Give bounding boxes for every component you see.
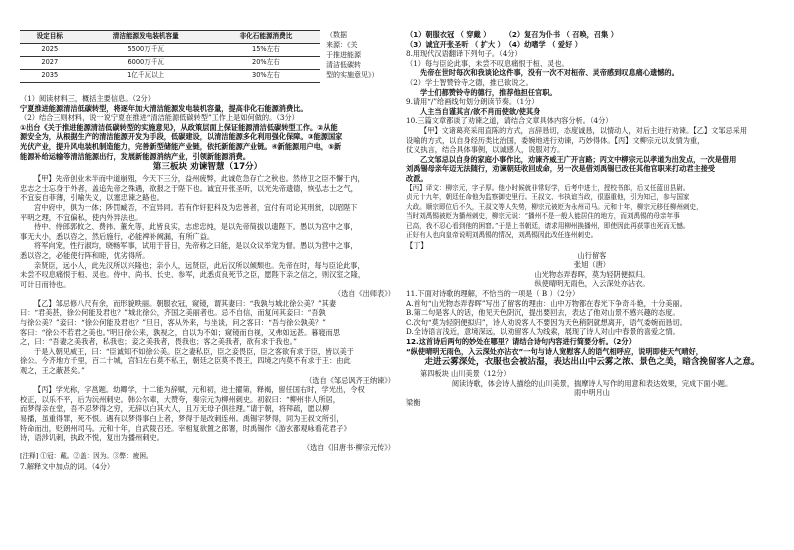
text-line: 不宜妄自菲薄，引喻失义，以塞忠谏之路也。 [20,193,164,203]
text-line: [注释] ①冠：戴。②盖：因为。③弊：疲困。 [20,452,153,461]
text-line: B.第二句是客人的话，他见天色阴沉，提出要回去，表达了他对山景不感兴趣的态度。 [406,308,680,318]
text-line: C.次句“莫为轻阴便拟归”，诗人劝说客人不要因为天色稍阴就想离开，语气委婉而恳切。 [406,317,687,327]
table-cell: 2027 [20,57,80,70]
text-line: 徐公。今齐地方千里，百二十城，宫妇左右莫不私王，朝廷之臣莫不畏王，四境之内莫不有求于王：由此 [20,356,351,366]
note-line: 型的实施意见》） [326,71,379,79]
text-line: 梁衡 [406,397,421,407]
text-line: （2）结合三则材料，说一说宁夏在推进“清洁能源低碳转型”工作上是如何做的。（3分） [20,113,299,123]
text-line: 能源补给运输等清洁能源出行，发展新能源消纳产业，引领新能源消费。 [20,151,251,161]
text-line: 【甲】先帝创业未半而中道崩殂，今天下三分，益州疲弊，此诚危急存亡之秋也。然侍卫之臣不懈于内， [34,174,365,184]
text-line: 第三板块 劝谏智慧（17分） [152,162,263,173]
text-line: 客曰：“徐公不若君之美也。”明日徐公来，孰视之，自以为不如；窥镜而自视，又弗如远甚。暮寝而思 [20,327,341,337]
text-line: D.全诗语言浅近，意境深远，以劝留客人为线索，展现了诗人对山中春景的喜爱之情。 [406,327,680,337]
text-line: （1）阅读材料三，概括主要信息。（2分） [20,94,155,103]
text-line: （1）朝服衣冠 （ 穿戴 ） （2）复召为仆书 （ 召唤，召集 ） [406,30,618,39]
note-line: 于推进能源 [326,51,361,59]
text-line: 纵使晴明无雨色，入云深处亦沾衣。 [534,279,650,289]
energy-table [20,30,320,83]
text-line: 先帝在世时每次和我谈论这件事，没有一次不对桓帝、灵帝感到叹息痛心遗憾的。 [420,68,679,78]
note-line: 清洁低碳转 [326,61,361,69]
text-line: 侍中、侍郎郭攸之、费祎、董允等，此皆良实，志虑忠纯，是以先帝简拔以遗陛下。愚以为宫中之事， [34,222,358,232]
text-line: 正好有人也向皇帝说明刘禹锡的情况，刘禹锡因此改任连州刺史。 [406,231,598,240]
text-line: 光伏产业，提升风电装机制造能力，完善新型储能产业链，依托新能源产业链。④新能源用户电，⑤新 [20,141,342,151]
text-line: （选自《出师表》） [333,289,395,299]
text-line: 雨中明月山 [574,388,610,398]
table-row [20,57,320,70]
text-line: 观之，王之蔽甚矣。” [20,366,85,376]
table-row [20,70,320,83]
text-line: 12.这首诗后两句的妙处在哪里？请结合诗句内容进行简要分析。（2分） [406,337,636,346]
text-line: 10.三篇文章都谈了劝谏之道，请结合文章具体内容分析。（4分） [406,116,613,126]
table-cell: 2025 [20,44,80,57]
text-line: 诗，语涉讥刺，执政不悦，复出为播州刺史。 [20,433,164,443]
note-line: （数据 [326,31,347,39]
text-line: 未尝不叹息痛恨于桓、灵也。侍中、尚书、长史、参军，此悉贞良死节之臣，愿陛下亲之信之，则汉室之隆， [20,270,366,280]
text-line: （选自《邹忌讽齐王纳谏》） [305,375,395,385]
text-line: 曰：“君美甚，徐公何能及君也？”城北徐公，齐国之美丽者也。忌不自信，而复问其妾曰：“吾孰 [20,308,326,318]
text-line: 源安全为，从根据生产的清洁能源开发为手段，低碳建设，以清洁能源多化利用强化保障。③能源国家 [20,132,343,142]
text-line: 改派。 [406,173,428,183]
text-line: 亲贤臣，远小人，此先汉所以兴隆也；亲小人，远贤臣，此后汉所以倾颓也。先帝在时，每与臣论此事， [34,260,365,270]
text-line: 易播，虽重得罪，死不恨。遇有以梦得事白上者，梦得于是改刺连州。禹锡字梦得，同为王叔文所引， [20,414,344,423]
text-line: 刘禹锡母亲年迈无法随行，劝谏朝廷收回成命，另一次是借刘禹锡已改任其他官职来打动君主接受 [406,164,716,174]
text-line: 阅读诗歌，体会诗人描绘的山川美景，揣摩诗人写作的用意和表达效果，完成下面小题。 [451,378,733,388]
text-line: 仗义执言，结合具体事例，以诚感人，说服对方。 [406,145,565,155]
text-line: 8.用现代汉语翻译下列句子。（4分） [406,49,522,59]
text-line: 于是入朝见威王，曰：“臣诚知不如徐公美。臣之妻私臣，臣之妾畏臣，臣之客欲有求于臣，皆以美于 [34,346,354,356]
text-line: 9.请用“/”给画线句划分朗读节奏。（1分） [406,97,539,107]
text-line: 7.解释文中加点的词。（4分） [20,461,115,471]
table-header-cell: 清洁能源发电装机容量 [80,31,212,44]
table-header-row [20,31,320,44]
text-line: 宁夏推进能源清洁低碳转型，将逐年加大清洁能源发电装机容量，提高非化石能源消费比。 [20,103,308,113]
text-line: 特命而出，贬朗州司马。元和十年，自武陵召还。宰相复欲置之郎署，时禹锡作《游玄都观咏看花君子》 [20,423,351,433]
table-cell: 2035 [20,70,80,83]
text-line: 设喻的方式，以自身经历类比治国，委婉地进行劝谏，巧妙得体。【丙】文柳宗元以友情为重， [406,135,705,145]
text-line: 山光物态弄春晖，莫为轻阴便拟归。 [534,269,650,279]
table-cell: 30%左右 [212,70,320,83]
text-line: 当时刘禹锡被贬为播州刺史，柳宗元说：“播州不是一般人能居住的地方，而刘禹锡的母亲年事 [406,212,680,221]
text-line: 走进云雾深处，衣服也会被沾湿，表达出山中云雾之浓、景色之美，暗含挽留客人之意。 [424,357,760,368]
text-line: （1）每与臣论此事，未尝不叹息痛恨于桓、灵也。 [406,58,569,68]
text-line: 大政。顺宗即位后不久，王叔文等人失势，柳宗元被贬为永州司马。元和十年，柳宗元移任柳州刺史， [406,202,703,211]
text-line: 【乙】邹忌修八尺有余，而形貌昳丽。朝服衣冠，窥镜，谓其妻曰：“我孰与城北徐公美？”其妻 [34,298,337,308]
table-row [20,44,320,57]
text-line: 已高，我不忍心看到他的困窘。”于是上书朝廷，请求用柳州换播州，即使因此再获罪也死而无憾。 [406,221,690,230]
text-line: 张旭（唐） [574,260,610,270]
text-line: ①出台《关于推进能源清洁低碳转型的实施意见》，从政策层面上保证能源清洁低碳转型工作。②从能 [20,122,338,132]
text-line: 校正，以乐不平，后为沅州刺史。韩公尔辈，大赞夸，奏宗元为柳州刺史。初叙曰：“柳州非人所居， [20,394,340,404]
text-line: 山行留客 [577,250,607,260]
text-line: 11.下面对诗歌的理解，不恰当的一项是（ B ）（2分） [406,289,580,299]
text-line: 而梦得亲在堂，吾不忍梦得之穷，无辞以白其大人，且万无母子俱往理。”请于朝，将拜疏，愿以柳 [20,404,330,414]
text-line: 之，曰：“吾妻之美我者，私我也；妾之美我者，畏我也；客之美我者，欲有求于我也。” [20,337,297,347]
text-line: 可计日而待也。 [20,279,71,289]
text-line: 事无大小，悉以咨之，然后施行，必能裨补阙漏，有所广益。 [20,231,215,241]
text-line: 【丁】 [406,241,428,251]
text-line: A.首句“山光物态弄春晖”写出了留客的理由：山中万物都在春光下争奇斗艳，十分美丽。 [406,298,687,308]
right-column [406,30,778,408]
note-line: 来源：《关 [326,41,358,49]
table-source-note [326,30,396,80]
table-header-cell: 设定目标 [20,31,80,44]
text-line: 人主当自谨其言/欲不肖而使欲/使其身 [420,106,541,116]
text-line: 学士们都赞铃寺的德行，推荐他担任官职。 [420,87,557,97]
text-line: 平明之理，不宜偏私，使内外异法也。 [20,212,143,222]
text-line: 【丙】学光称，字邕题。幼卿学，十二能为辞赋，元和初，进士擢第，释褐，留任国右时，学光出，令权 [34,385,365,395]
text-line: 宫中府中，俱为一体；陟罚臧否，不宜异同。若有作奸犯科及为忠善者，宜付有司论其刑赏，以昭陛下 [34,202,358,212]
text-line: 贞元十九年，朝廷任命他为监察御史里行。王叔文、韦执谊当政，很器重他，引为知己，参与国家 [406,193,690,202]
table-cell: 5500万千瓦 [80,44,212,57]
text-line: 【丙】译文：柳宗元，字子厚。他小时候就非常好学，后考中进士，授校书郎，后又任蓝田县尉。 [406,183,690,192]
text-line: 忠志之士忘身于外者，盖追先帝之殊遇，欲报之于陛下也。诚宜开张圣听，以光先帝遗德，恢弘志士之气， [20,183,358,193]
text-line: （选自《旧唐书·柳宗元传》） [302,442,395,452]
text-line: 将军向宠，性行淑均，晓畅军事，试用于昔日，先帝称之曰能，是以众议举宠为督。愚以为营中之事， [34,241,358,251]
text-line: 第四板块 山川美景（12分） [420,369,511,379]
table-cell: 6000万千瓦 [80,57,212,70]
text-line: 悉以咨之，必能使行阵和睦，优劣得所。 [20,250,150,260]
table-cell: 1亿千瓦以上 [80,70,212,83]
text-line: 乙文邹忌以自身的家庭小事作比，劝谏齐威王广开言路；丙文中柳宗元以孝道为出发点，一次是借用 [420,154,737,164]
table-header-cell: 非化石能源消费比 [212,31,320,44]
table-cell: 20%左右 [212,57,320,70]
table-cell: 15%左右 [212,44,320,57]
text-line: （2）学士智赞铃寺之德，推已欲说之。 [406,77,533,87]
text-line: 与徐公美？”妾曰：“徐公何能及君也？”旦日，客从外来，与坐谈，问之客曰：“吾与徐公孰美？” [20,318,326,328]
text-line: “纵使晴明无雨色，入云深处亦沾衣”一句与诗人宽慰客人的语气相呼应，说明即使天气晴好， [406,346,703,356]
text-line: （3）诚宜开张圣听 （ 扩大 ） （4）幼嗜学 （ 爱好 ） [406,39,582,49]
left-text-body [20,94,395,472]
text-line: 【甲】文诸葛亮采用直陈的方式，言辞恳切，态度诚恳，以情动人，对后主进行劝谏。【乙】文邹忌采用 [420,125,748,135]
